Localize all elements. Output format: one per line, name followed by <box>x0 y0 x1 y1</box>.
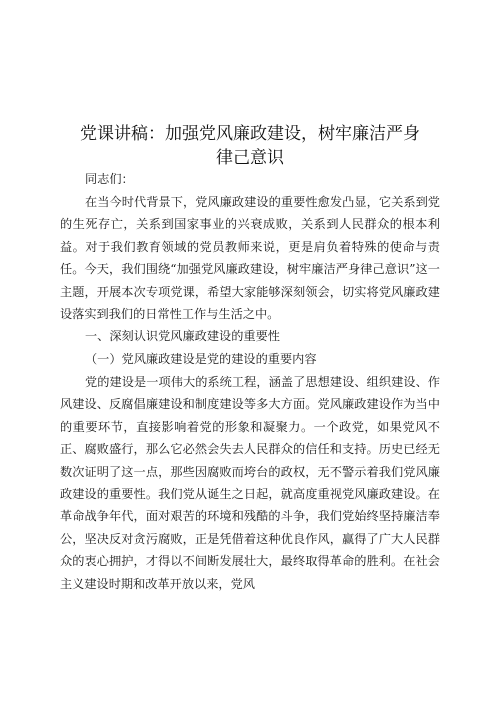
document-title-line1: 党课讲稿：加强党风廉政建设，树牢廉洁严身 <box>80 124 420 144</box>
salutation: 同志们： <box>85 172 134 186</box>
document-title-line2: 律己意识 <box>216 148 284 168</box>
section-heading: 一、深刻认识党风廉政建设的重要性 <box>85 329 280 343</box>
paragraph-body: 党的建设是一项伟大的系统工程，涵盖了思想建设、组织建设、作风建设、反腐倡廉建设和制度建设等多大方面。党风廉政建设作为当中的重要环节，直接影响着党的形象和凝聚力。一个政党，如果党风不正、腐败盛行，那么它必然会失去人民群众的信任和支持。历史已经无数次证明了这一点，那些因腐败而垮台的政权，无不警示着我们党风廉政建设的重要性。我们党从诞生之日起，就高度重视党风廉政建设。在革命战争年代，面对艰苦的环境和残酷的斗争，我们党始终坚持廉洁奉公，坚决反对贪污腐败，正是凭借着这种优良作风，赢得了广大人民群众的衷心拥护，才得以不间断发展壮大，最终取得革命的胜利。在社会主义建设时期和改革开放以来，党风 <box>60 375 440 591</box>
subsection-heading: （一）党风廉政建设是党的建设的重要内容 <box>85 352 317 366</box>
paragraph-intro: 在当今时代背景下，党风廉政建设的重要性愈发凸显，它关系到党的生死存亡，关系到国家事业的兴衰成败，关系到人民群众的根本利益。对于我们教育领域的党员教师来说，更是肩负着特殊的使命与责任。今天，我们围绕“加强党风廉政建设，树牢廉洁严身律己意识”这一主题，开展本次专项党课，希望大家能够深刻领会，切实将党风廉政建设落实到我们的日常性工作与生活之中。 <box>60 195 440 322</box>
